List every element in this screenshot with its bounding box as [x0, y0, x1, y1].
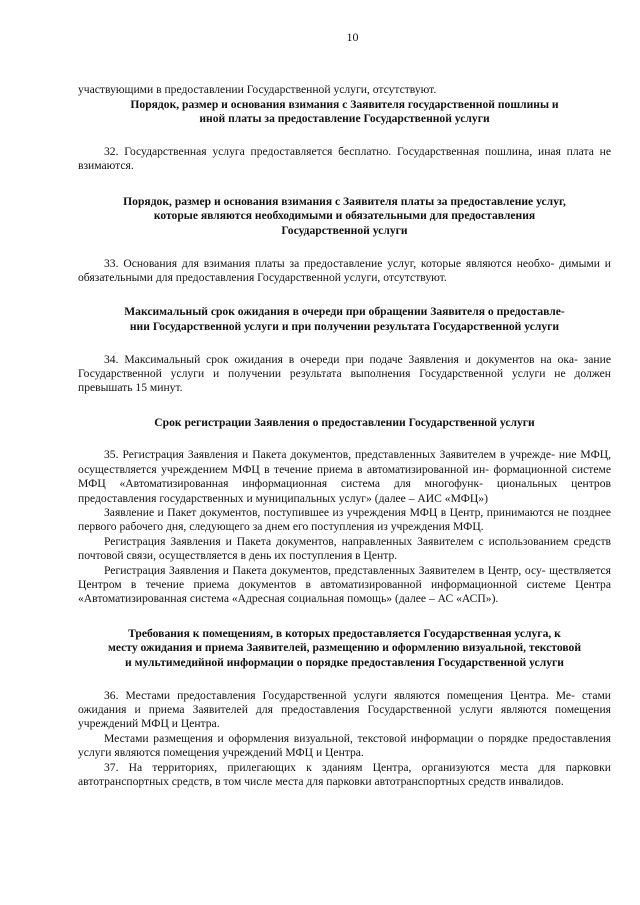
line: плата не взимаются. [78, 145, 611, 173]
line: Регистрация Заявления и Пакета документов, направленных Заявителем с использованием [104, 534, 569, 548]
line: помещения учреждений МФЦ и Центра. [78, 703, 611, 731]
line: циональных центров предоставления государственных и муниципальных услуг» (далее – АИС [78, 477, 611, 505]
line: участвующими в предоставлении Государственной услуги, отсутствуют. [78, 83, 437, 97]
line: «МФЦ») [444, 491, 488, 505]
heading-fee-for-required-services [78, 195, 611, 239]
heading-line: месту ожидания и приема Заявителей, размещению и оформлению визуальной, текстовой [107, 641, 582, 655]
paragraph-33 [78, 257, 611, 286]
line: средств почтовой связи, осуществляется в день их поступления в Центр. [78, 534, 611, 563]
heading-line: которые являются необходимыми и обязательными для предоставления [153, 209, 536, 223]
page-number: 10 [346, 30, 359, 44]
heading-state-fee [78, 98, 611, 127]
line: ние МФЦ, осуществляется учреждением МФЦ в течение приема в автоматизированной ин- [78, 448, 611, 476]
line: предоставления услуги являются помещения учреждений МФЦ и Центра. [78, 731, 611, 760]
paragraph-35-c [78, 535, 611, 564]
heading-line: Государственной услуги [281, 224, 408, 237]
line: стами ожидания и приема Заявителей для предоставления Государственной услуги являются [78, 688, 612, 717]
paragraph-32 [78, 145, 611, 174]
line: «АСП»). [456, 592, 499, 606]
line: ществляется Центром в течение приема документов в автоматизированной информационной [78, 563, 612, 592]
line: зание Государственной услуги и получении результата выполнения Государственной услуги [78, 352, 611, 380]
line: Заявление и Пакет документов, поступившее из учреждения МФЦ в Центр, принимаются [104, 506, 554, 520]
heading-line: нии Государственной услуги и при получении результата Государственной услуги [129, 320, 560, 333]
paragraph-36 [78, 689, 611, 732]
heading-max-waiting-time [78, 305, 611, 334]
heading-line: Срок регистрации Заявления о предоставлении Государственной услуги [154, 415, 535, 429]
paragraph-35-d [78, 564, 611, 607]
heading-line: Порядок, размер и основания взимания с Заявителя платы за предоставление услуг, [123, 194, 566, 208]
line: димыми и обязательными для предоставления Государственной услуги, отсутствуют. [78, 256, 612, 284]
line: автотранспортных средств, в том числе места для парковки автотранспортных средств [78, 775, 506, 789]
heading-line: Порядок, размер и основания взимания с Заявителя государственной пошлины и [130, 97, 559, 111]
line: системе Центра «Автоматизированная система «Адресная социальная помощь» (далее – АС [78, 578, 611, 606]
heading-registration-term [78, 416, 611, 431]
line: 33. Основания для взимания платы за предоставление услуг, которые являются необхо- [104, 256, 555, 270]
heading-line: Требования к помещениям, в которых предоставляется Государственная услуга, к [128, 626, 561, 640]
paragraph-36-b [78, 732, 611, 761]
heading-line: Максимальный срок ожидания в очереди при обращении Заявителя о предоставле- [124, 305, 565, 319]
line: не позднее первого рабочего дня, следующего за днем его поступления из учреждения МФЦ. [78, 506, 611, 534]
line: 34. Максимальный срок ожидания в очереди при подаче Заявления и документов на ока- [104, 352, 578, 366]
heading-line: и мультимедийной информации о порядке предоставления Государственной услуги [125, 656, 564, 670]
line: инвалидов. [508, 775, 564, 789]
line: 32. Государственная услуга предоставляется бесплатно. Государственная пошлина, иная [104, 145, 561, 158]
paragraph-35-b [78, 506, 611, 535]
line: не должен превышать 15 минут. [78, 367, 611, 395]
paragraph-34 [78, 353, 611, 396]
paragraph-37 [78, 761, 611, 790]
line: формационной системе МФЦ «Автоматизированная информационная система для многофунк- [78, 462, 611, 491]
line: 36. Местами предоставления Государственной услуги являются помещения Центра. Ме- [104, 688, 575, 702]
line: 35. Регистрация Заявления и Пакета документов, представленных Заявителем в учрежде- [104, 448, 555, 462]
line: Местами размещения и оформления визуальной, текстовой информации о порядке [104, 731, 528, 745]
line: 37. На территориях, прилегающих к зданиям Центра, организуются места для парковки [104, 760, 611, 774]
heading-line: иной платы за предоставление Государственной услуги [199, 112, 490, 126]
line: Регистрация Заявления и Пакета документов, представленных Заявителем в Центр, осу- [104, 563, 546, 577]
lead-paragraph [78, 83, 611, 97]
heading-premises-requirements [78, 627, 611, 671]
paragraph-35 [78, 448, 611, 506]
